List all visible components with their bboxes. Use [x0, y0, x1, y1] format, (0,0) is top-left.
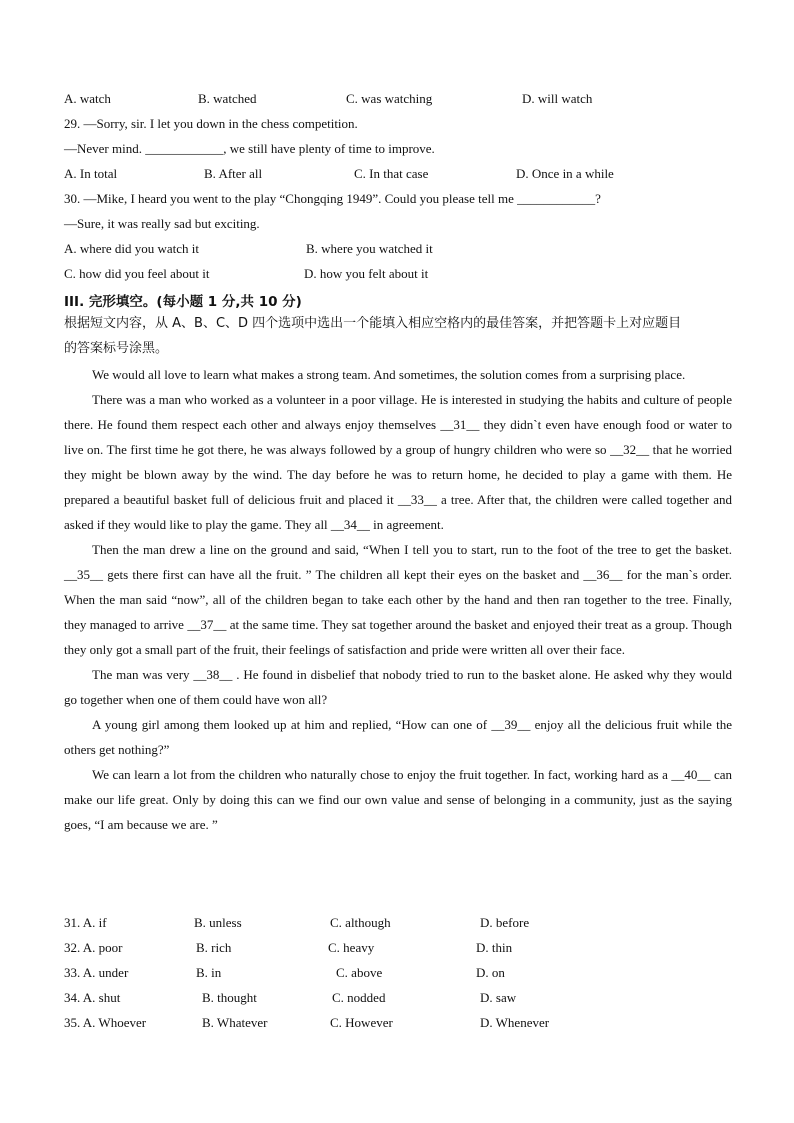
option-b: B. unless	[194, 915, 242, 930]
blank-33: __33__	[397, 492, 437, 507]
text: they didn`t even have enough food or water to live on. The first time he got there, he was always followed by a group of hungry children who were so	[64, 417, 732, 457]
option-a: A. watch	[64, 91, 111, 106]
option-a: A. where did you watch it	[64, 241, 200, 256]
option-c: C. although	[330, 915, 391, 930]
option-c: C. heavy	[328, 940, 375, 955]
blank-34: __34__	[330, 517, 370, 532]
blank-31: __31__	[440, 417, 480, 432]
text: There was a man who worked as a volunteer in a poor village. He is interested in studying the habits and culture of people there. He found them respect each other and always enjoy themselves	[64, 392, 732, 432]
cloze-passage	[64, 362, 732, 837]
q29-stem: 29. —Sorry, sir. I let you down in the chess competition.	[64, 116, 358, 131]
blank-39: __39__	[491, 717, 531, 732]
passage-paragraph-4	[64, 662, 732, 712]
text: . He found in disbelief that nobody tried to run to the basket alone. He asked why they would go together when one of them could have won all?	[64, 667, 732, 707]
q30-stem-a: 30. —Mike, I heard you went to the play “Chongqing 1949”. Could you please tell me	[64, 191, 518, 206]
option-b: B. thought	[202, 990, 257, 1005]
option-d: D. will watch	[522, 91, 593, 106]
option-d: D. on	[476, 965, 505, 980]
text: at the same time. They sat together around the basket and enjoyed their treat as a group. Though they only got a small part of the fruit, their feelings of satisfaction and pride were written all over their face.	[64, 617, 732, 657]
q30-stem	[64, 190, 601, 208]
option-b: B. watched	[198, 91, 257, 106]
option-d: D. Once in a while	[516, 166, 614, 181]
text: We can learn a lot from the children who naturally chose to enjoy the fruit together. In fact, working hard as a	[92, 767, 672, 782]
option-d: D. Whenever	[480, 1015, 550, 1030]
option-d: D. how you felt about it	[304, 266, 429, 281]
blank-37: __37__	[187, 617, 227, 632]
blank-35: __35__	[64, 567, 103, 582]
option-a: 35. A. Whoever	[64, 1015, 147, 1030]
option-a: 34. A. shut	[64, 990, 121, 1005]
q29-blank: ____________	[145, 141, 224, 156]
text: for the man`s order. When the man said “now”, all of the children began to take each other by the hand and then ran together to the tree. Finally, they managed to arrive	[64, 567, 732, 632]
text: enjoy all the delicious fruit while the others get nothing?”	[64, 717, 733, 757]
option-a: A. In total	[64, 166, 118, 181]
q29-reply-b: , we still have plenty of time to improve.	[223, 141, 435, 156]
option-b: B. where you watched it	[306, 241, 433, 256]
option-a: 31. A. if	[64, 915, 107, 930]
q29-reply-a: —Never mind.	[64, 141, 146, 156]
passage-paragraph-2	[64, 387, 732, 537]
option-d: D. saw	[480, 990, 517, 1005]
q30-reply: —Sure, it was really sad but exciting.	[64, 216, 260, 231]
text: can make our life great. Only by doing this can we find our own value and sense of belonging in a community, just as the saying goes, “I am because we are. ”	[64, 767, 733, 832]
option-c: C. how did you feel about it	[64, 266, 210, 281]
blank-32: __32__	[610, 442, 650, 457]
option-d: D. before	[480, 915, 530, 930]
blank-36: __36__	[583, 567, 623, 582]
option-b: B. Whatever	[202, 1015, 268, 1030]
passage-paragraph-1: We would all love to learn what makes a strong team. And sometimes, the solution comes from a surprising place.	[92, 367, 686, 382]
passage-paragraph-3	[64, 537, 732, 662]
option-c: C. was watching	[346, 91, 433, 106]
option-c: C. In that case	[354, 166, 429, 181]
option-b: B. After all	[204, 166, 263, 181]
option-c: C. above	[336, 965, 383, 980]
option-a: 32. A. poor	[64, 940, 123, 955]
section-instruction-2: 的答案标号涂黑。	[64, 341, 169, 356]
option-c: C. However	[330, 1015, 393, 1030]
q29-reply	[64, 140, 435, 158]
q30-blank: ____________	[517, 191, 596, 206]
passage-paragraph-6	[64, 762, 732, 837]
passage-paragraph-5	[64, 712, 732, 762]
text: gets there first can have all the fruit. ” The children all kept their eyes on the basket and	[103, 567, 584, 582]
text: in agreement.	[369, 517, 444, 532]
text: Then the man drew a line on the ground and said, “When I tell you to start, run to the foot of the tree to get the basket.	[92, 542, 732, 557]
text: The man was very	[92, 667, 194, 682]
option-b: B. rich	[196, 940, 232, 955]
blank-40: __40__	[671, 767, 711, 782]
text: a tree. After that, the children were called together and asked if they would like to play the game. They all	[64, 492, 732, 532]
section-title: III. 完形填空。(每小题 1 分,共 10 分)	[64, 294, 302, 310]
option-d: D. thin	[476, 940, 513, 955]
blank-38: __38__	[193, 667, 233, 682]
option-a: 33. A. under	[64, 965, 129, 980]
text: A young girl among them looked up at him and replied, “How can one of	[92, 717, 492, 732]
q30-stem-b: ?	[595, 191, 601, 206]
text: that he worried they might be blown away by the wind. The day before he was to return home, he decided to play a game with them. He prepared a beautiful basket full of delicious fruit and placed it	[64, 442, 732, 507]
section-instruction-1: 根据短文内容，从 A、B、C、D 四个选项中选出一个能填入相应空格内的最佳答案，并把答题卡上对应题目	[64, 316, 682, 331]
option-b: B. in	[196, 965, 222, 980]
option-c: C. nodded	[332, 990, 386, 1005]
